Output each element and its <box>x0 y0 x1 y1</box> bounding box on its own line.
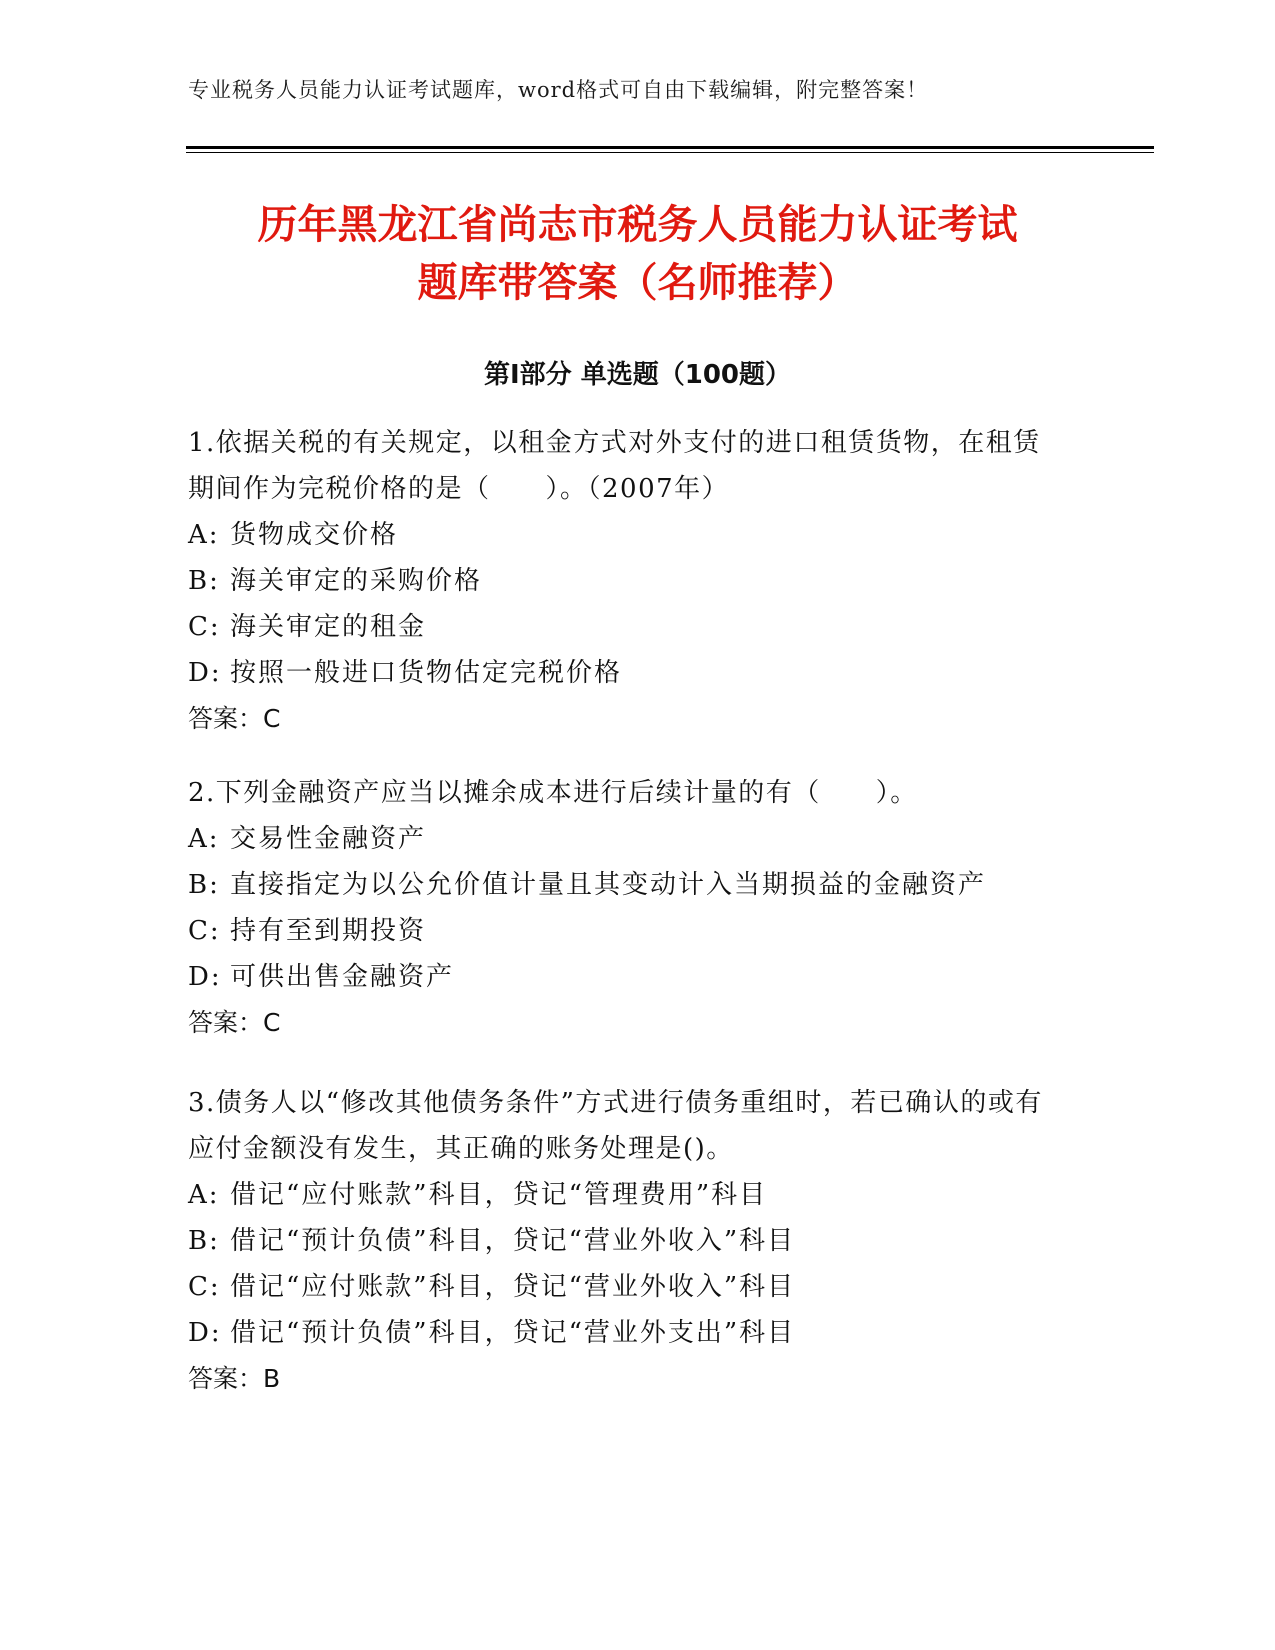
option-letter: B: <box>188 566 220 596</box>
option-b <box>188 558 1068 604</box>
option-letter: B: <box>188 870 220 900</box>
header-rule-thin <box>186 152 1154 153</box>
option-text: 可供出售金融资产 <box>230 962 455 992</box>
option-a <box>188 1172 1068 1218</box>
question-stem: 2.下列金融资产应当以摊余成本进行后续计量的有（ ）。 <box>188 778 918 808</box>
option-letter: A: <box>188 824 220 854</box>
question-stem: 1.依据关税的有关规定，以租金方式对外支付的进口租赁货物，在租赁期间作为完税价格的是（ ）。（2007年） <box>188 428 1041 504</box>
document-title <box>150 196 1125 312</box>
answer-value: C <box>263 704 281 733</box>
option-letter: D: <box>188 962 222 992</box>
answer <box>188 1000 1068 1046</box>
option-text: 货物成交价格 <box>230 520 399 550</box>
option-b <box>188 862 1068 908</box>
option-text: 借记“预计负债”科目，贷记“营业外支出”科目 <box>230 1318 796 1348</box>
answer-value: C <box>263 1008 281 1037</box>
option-text: 海关审定的租金 <box>230 612 427 642</box>
option-c <box>188 908 1068 954</box>
option-letter: C: <box>188 916 221 946</box>
question-3 <box>188 1080 1068 1402</box>
answer-value: B <box>263 1364 281 1393</box>
option-d <box>188 1310 1068 1356</box>
option-text: 借记“应付账款”科目，贷记“营业外收入”科目 <box>230 1272 796 1302</box>
option-d <box>188 954 1068 1000</box>
option-a <box>188 512 1068 558</box>
option-a <box>188 816 1068 862</box>
answer <box>188 1356 1068 1402</box>
answer-label: 答案： <box>188 704 264 733</box>
option-text: 持有至到期投资 <box>230 916 427 946</box>
option-letter: D: <box>188 658 222 688</box>
option-text: 按照一般进口货物估定完税价格 <box>230 658 623 688</box>
option-b <box>188 1218 1068 1264</box>
option-text: 直接指定为以公允价值计量且其变动计入当期损益的金融资产 <box>230 870 987 900</box>
answer-label: 答案： <box>188 1008 264 1037</box>
question-1 <box>188 420 1068 742</box>
option-letter: C: <box>188 1272 221 1302</box>
option-text: 借记“应付账款”科目，贷记“管理费用”科目 <box>230 1180 768 1210</box>
question-2 <box>188 770 1068 1046</box>
document-title-line1: 历年黑龙江省尚志市税务人员能力认证考试 <box>257 202 1018 248</box>
option-letter: A: <box>188 520 220 550</box>
document-title-line2: 题库带答案（名师推荐） <box>417 260 858 306</box>
option-d <box>188 650 1068 696</box>
page-header: 专业税务人员能力认证考试题库，word格式可自由下载编辑，附完整答案！ <box>188 78 929 102</box>
option-text: 海关审定的采购价格 <box>230 566 483 596</box>
option-letter: C: <box>188 612 221 642</box>
question-stem: 3.债务人以“修改其他债务条件”方式进行债务重组时，若已确认的或有应付金额没有发生，其正确的账务处理是()。 <box>188 1088 1043 1164</box>
option-letter: A: <box>188 1180 220 1210</box>
answer <box>188 696 1068 742</box>
option-letter: D: <box>188 1318 222 1348</box>
option-c <box>188 604 1068 650</box>
option-text: 借记“预计负债”科目，贷记“营业外收入”科目 <box>230 1226 796 1256</box>
option-text: 交易性金融资产 <box>230 824 427 854</box>
option-letter: B: <box>188 1226 220 1256</box>
answer-label: 答案： <box>188 1364 264 1393</box>
section-title: 第Ⅰ部分 单选题（100题） <box>484 360 791 390</box>
option-c <box>188 1264 1068 1310</box>
header-rule <box>186 146 1154 149</box>
